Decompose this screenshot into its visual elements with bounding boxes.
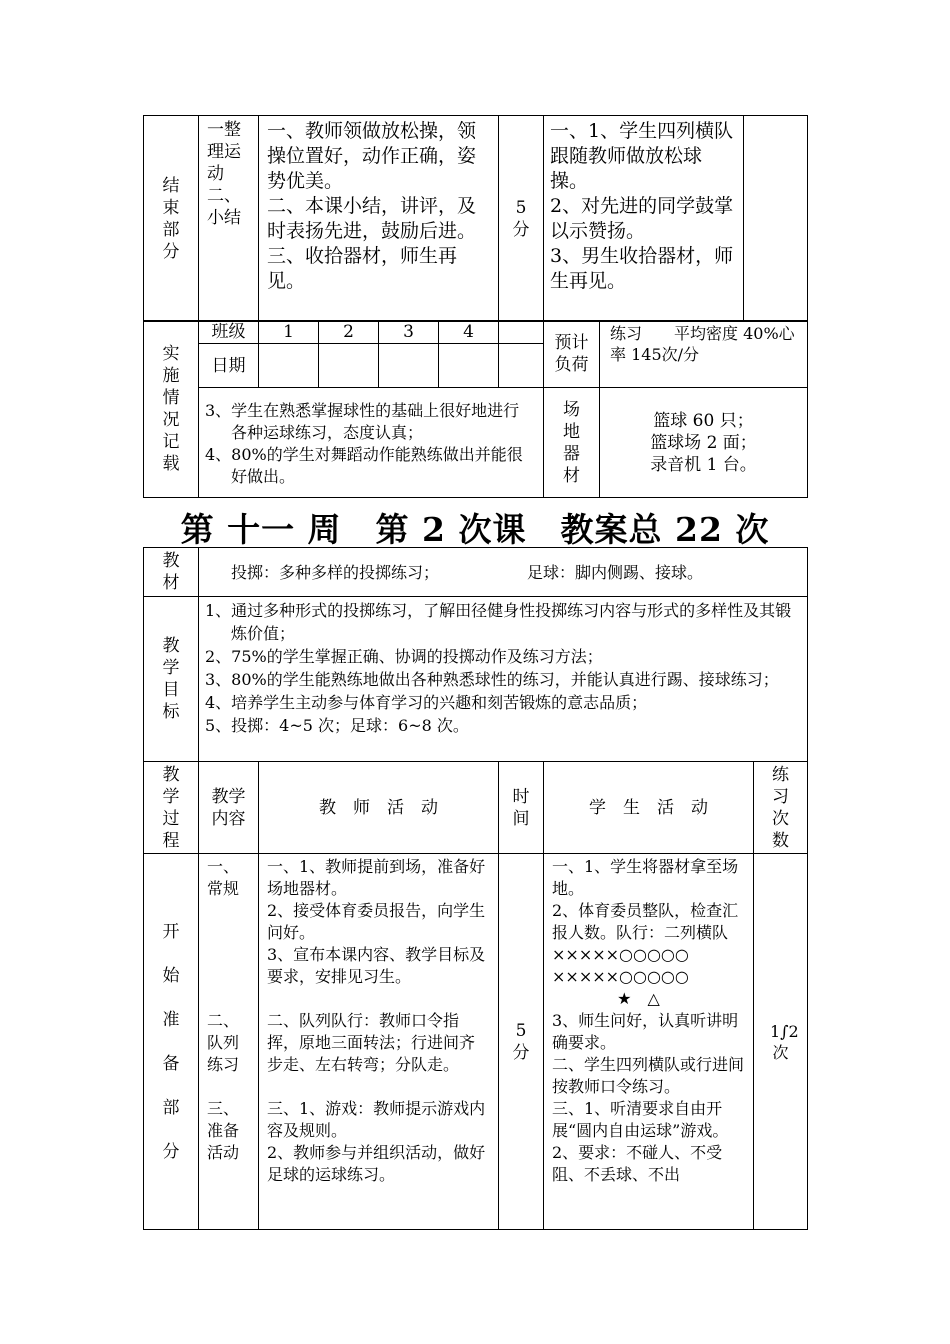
start-student-1: 一、1、学生将器材拿至场地。	[552, 857, 739, 898]
material-text: 投掷：多种多样的投掷练习； 足球：脚内侧踢、接球。	[199, 548, 808, 597]
date-1	[259, 344, 319, 388]
goal-1: 1、通过多种形式的投掷练习，了解田径健身性投掷练习内容与形式的多样性及其锻炼价值；	[205, 601, 792, 643]
start-student-4: 二、学生四列横队或行进间按教师口令练习。	[552, 1055, 745, 1096]
end-student-line-1: 一、1、学生四列横队跟随教师做放松球操。	[550, 120, 734, 192]
end-teacher-line-3: 三、收拾器材，师生再见。	[267, 245, 458, 292]
class-2: 2	[319, 321, 379, 344]
start-content-2: 二、队列练习	[207, 1011, 240, 1074]
load-value: 练习 平均密度 40%心率 145次/分	[600, 321, 808, 388]
material-label: 教 材	[144, 548, 199, 597]
formation-row-2: ×××××○○○○○	[552, 967, 689, 986]
lesson-plan-table	[143, 547, 808, 1230]
end-student-activity	[544, 116, 744, 321]
lesson-title: 第 十一 周 第 2 次课 教案总 22 次	[180, 510, 770, 549]
end-teacher-activity	[259, 116, 499, 322]
venue-label: 场 地 器 材	[544, 388, 600, 498]
start-student-6: 2、要求：不碰人、不受阻、不丢球、不出	[552, 1143, 723, 1184]
start-student-2: 2、体育委员整队，检查汇报人数。队行：二列横队	[552, 901, 739, 942]
start-teacher-4: 二、队列队行：教师口令指挥，原地三面转法；行进间齐步走、左右转弯；分队走。	[267, 1011, 476, 1074]
start-student-activity	[544, 854, 754, 1230]
start-teacher-1: 一、1、教师提前到场，准备好场地器材。	[267, 857, 486, 898]
content-header: 教学内容	[199, 762, 259, 854]
class-4: 4	[439, 321, 499, 344]
start-teacher-6: 2、教师参与并组织活动，做好足球的运球练习。	[267, 1143, 486, 1184]
teacher-header: 教 师 活 动	[259, 762, 499, 854]
start-count: 1∫2次	[754, 854, 808, 1230]
class-3: 3	[379, 321, 439, 344]
student-header: 学 生 活 动	[544, 762, 754, 854]
start-teacher-activity	[259, 854, 499, 1230]
start-student-5: 三、1、听清要求自由开展“圆内自由运球”游戏。	[552, 1099, 729, 1140]
implementation-table	[143, 320, 808, 498]
date-2	[319, 344, 379, 388]
impl-note-2: 4、80%的学生对舞蹈动作能熟练做出并能很好做出。	[205, 445, 523, 486]
date-extra	[499, 344, 544, 388]
start-teacher-2: 2、接受体育委员报告，向学生问好。	[267, 901, 486, 942]
end-student-cell	[544, 116, 808, 322]
end-teacher-line-1: 一、教师领做放松操，领操位置好，动作正确，姿势优美。	[267, 120, 477, 192]
start-content	[199, 854, 259, 1230]
goal-2: 2、75%的学生掌握正确、协调的投掷动作及练习方法；	[205, 647, 603, 666]
time-header: 时间	[499, 762, 544, 854]
start-time: 5分	[499, 854, 544, 1230]
end-time: 5分	[499, 116, 544, 322]
start-teacher-5: 三、1、游戏：教师提示游戏内容及规则。	[267, 1099, 486, 1140]
load-label: 预计负荷	[544, 321, 600, 388]
end-section-label: 结 束 部 分	[144, 116, 199, 322]
end-teacher-line-2: 二、本课小结，讲评，及时表扬先进，鼓励后进。	[267, 195, 477, 242]
date-4	[439, 344, 499, 388]
formation-markers: ★ △	[617, 989, 660, 1008]
class-extra	[499, 321, 544, 344]
process-header: 教 学 过 程	[144, 762, 199, 854]
end-student-line-3: 3、男生收拾器材，师生再见。	[550, 245, 734, 292]
goal-5: 5、投掷：4~5 次；足球：6~8 次。	[205, 716, 469, 735]
goal-4: 4、培养学生主动参与体育学习的兴趣和刻苦锻炼的意志品质；	[205, 693, 648, 712]
start-section-label: 开 始 准 备 部 分	[144, 854, 199, 1230]
end-student-line-2: 2、对先进的同学鼓掌以示赞扬。	[550, 195, 734, 242]
goals-label: 教 学 目 标	[144, 597, 199, 762]
start-content-1: 一、常规	[207, 857, 240, 898]
equipment-2: 篮球场 2 面；	[650, 432, 757, 453]
impl-note-1: 3、学生在熟悉掌握球性的基础上很好地进行各种运球练习，态度认真；	[205, 401, 520, 442]
end-content: 一整理运动二、小结	[199, 116, 259, 322]
equipment-1: 篮球 60 只；	[653, 410, 754, 431]
start-student-3: 3、师生问好，认真听讲明确要求。	[552, 1011, 739, 1052]
goal-3: 3、80%的学生能熟练地做出各种熟悉球性的练习，并能认真进行踢、接球练习；	[205, 670, 779, 689]
class-label: 班级	[199, 321, 259, 344]
end-section-table	[143, 115, 808, 322]
start-teacher-3: 3、宣布本课内容、教学目标及要求，安排见习生。	[267, 945, 486, 986]
formation-row-1: ×××××○○○○○	[552, 945, 689, 964]
count-header: 练 习 次 数	[754, 762, 808, 854]
class-1: 1	[259, 321, 319, 344]
equipment-list	[600, 388, 808, 498]
impl-label: 实 施 情 况 记 载	[144, 321, 199, 498]
start-content-3: 三、准备活动	[207, 1099, 240, 1162]
equipment-3: 录音机 1 台。	[650, 454, 757, 475]
impl-notes	[199, 388, 544, 498]
goals-list	[199, 597, 808, 762]
date-label: 日期	[199, 344, 259, 388]
date-3	[379, 344, 439, 388]
